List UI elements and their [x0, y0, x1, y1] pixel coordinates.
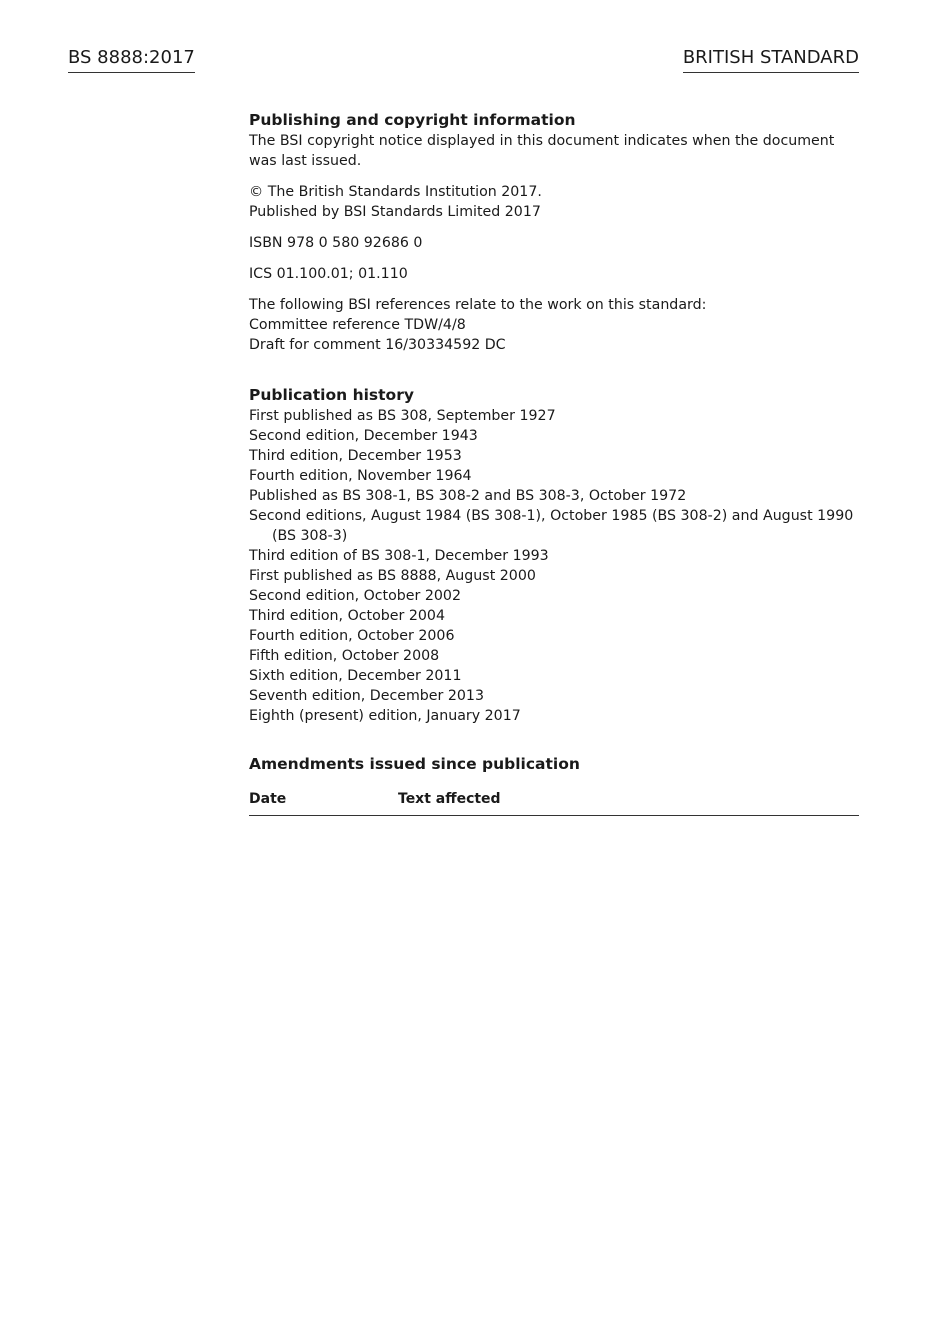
publishing-section	[249, 109, 859, 355]
history-entry: Sixth edition, December 2011	[249, 668, 462, 684]
publishing-title: Publishing and copyright information	[249, 111, 576, 129]
history-section	[249, 384, 859, 726]
document-type: BRITISH STANDARD	[683, 46, 859, 73]
history-entry: Third edition, October 2004	[249, 608, 445, 624]
copyright-block	[249, 182, 859, 222]
history-entry: Second edition, December 1943	[249, 428, 478, 444]
copyright-notice: The BSI copyright notice displayed in this document indicates when the document was last issued.	[249, 133, 835, 169]
main-content	[249, 109, 859, 816]
references-intro: The following BSI references relate to the work on this standard:	[249, 297, 707, 313]
history-entry: First published as BS 8888, August 2000	[249, 568, 536, 584]
bsi-references	[249, 295, 859, 355]
history-entry: Fifth edition, October 2008	[249, 648, 440, 664]
amendments-table	[249, 789, 859, 816]
history-entry: Third edition of BS 308-1, December 1993	[249, 548, 549, 564]
history-entry: First published as BS 308, September 1927	[249, 408, 556, 424]
history-entry: Published as BS 308-1, BS 308-2 and BS 308-3, October 1972	[249, 488, 687, 504]
copyright-line: © The British Standards Institution 2017.	[249, 184, 542, 200]
history-entry: Second editions, August 1984 (BS 308-1), October 1985 (BS 308-2) and August 1990 (BS 308-3)	[249, 508, 854, 544]
amendments-section	[249, 753, 859, 816]
published-by-line: Published by BSI Standards Limited 2017	[249, 204, 541, 220]
committee-reference: Committee reference TDW/4/8	[249, 317, 466, 333]
history-title: Publication history	[249, 386, 414, 404]
history-entry: Eighth (present) edition, January 2017	[249, 708, 521, 724]
isbn: ISBN 978 0 580 92686 0	[249, 235, 423, 251]
history-entry: Third edition, December 1953	[249, 448, 462, 464]
amendments-header-row	[249, 789, 859, 816]
column-header-date: Date	[249, 789, 398, 816]
amendments-title: Amendments issued since publication	[249, 755, 580, 773]
column-header-text-affected: Text affected	[398, 789, 859, 816]
history-entry: Fourth edition, October 2006	[249, 628, 455, 644]
history-entry: Second edition, October 2002	[249, 588, 461, 604]
draft-reference: Draft for comment 16/30334592 DC	[249, 337, 506, 353]
history-entry: Seventh edition, December 2013	[249, 688, 484, 704]
ics: ICS 01.100.01; 01.110	[249, 266, 408, 282]
document-id: BS 8888:2017	[68, 46, 195, 73]
history-entry: Fourth edition, November 1964	[249, 468, 472, 484]
